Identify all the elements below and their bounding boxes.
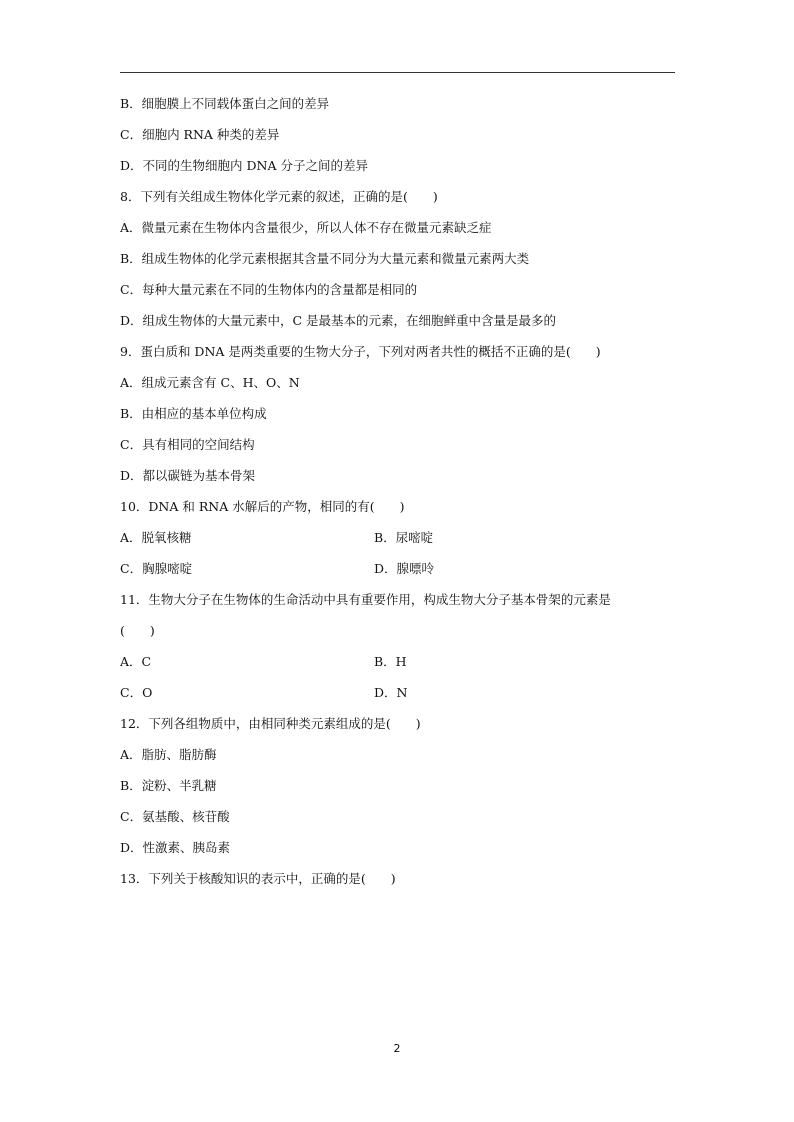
q12-option-c: C．氨基酸、核苷酸 (120, 809, 230, 824)
q10-option-b: B．尿嘧啶 (374, 530, 434, 545)
page-number: 2 (393, 1042, 401, 1055)
q10-stem: 10．DNA 和 RNA 水解后的产物，相同的有( ) (120, 499, 405, 514)
q10-option-d: D．腺嘌呤 (374, 561, 435, 576)
q12-option-d: D．性激素、胰岛素 (120, 840, 231, 855)
q8-option-a: A．微量元素在生物体内含量很少，所以人体不存在微量元素缺乏症 (120, 220, 492, 235)
q11-option-a: A．C (120, 654, 152, 669)
q12-option-b: B．淀粉、半乳糖 (120, 778, 217, 793)
q8-option-b: B．组成生物体的化学元素根据其含量不同分为大量元素和微量元素两大类 (120, 251, 530, 266)
q11-option-b: B．H (374, 654, 407, 669)
q7-option-b: B．细胞膜上不同载体蛋白之间的差异 (120, 96, 330, 111)
q13-stem: 13．下列关于核酸知识的表示中，正确的是( ) (120, 871, 396, 886)
q11-option-d: D．N (374, 685, 408, 700)
q8-option-d: D．组成生物体的大量元素中，C 是最基本的元素，在细胞鲜重中含量是最多的 (120, 313, 557, 328)
q12-stem: 12．下列各组物质中，由相同种类元素组成的是( ) (120, 716, 421, 731)
q8-option-c: C．每种大量元素在不同的生物体内的含量都是相同的 (120, 282, 418, 297)
q8-stem: 8．下列有关组成生物体化学元素的叙述，正确的是( ) (120, 189, 438, 204)
q9-option-a: A．组成元素含有 C、H、O、N (120, 375, 300, 390)
q7-option-c: C．细胞内 RNA 种类的差异 (120, 127, 280, 142)
q9-option-d: D．都以碳链为基本骨架 (120, 468, 256, 483)
q11-stem: 11．生物大分子在生物体的生命活动中具有重要作用，构成生物大分子基本骨架的元素是 (120, 592, 611, 607)
q11-stem-continuation: ( ) (120, 623, 155, 638)
q10-option-a: A．脱氧核糖 (120, 530, 192, 545)
header-rule (120, 72, 675, 73)
q9-option-b: B．由相应的基本单位构成 (120, 406, 267, 421)
q10-option-c: C．胸腺嘧啶 (120, 561, 193, 576)
q7-option-d: D．不同的生物细胞内 DNA 分子之间的差异 (120, 158, 368, 173)
q9-option-c: C．具有相同的空间结构 (120, 437, 255, 452)
q12-option-a: A．脂肪、脂肪酶 (120, 747, 217, 762)
q9-stem: 9．蛋白质和 DNA 是两类重要的生物大分子，下列对两者共性的概括不正确的是( ) (120, 344, 601, 359)
q11-option-c: C．O (120, 685, 153, 700)
